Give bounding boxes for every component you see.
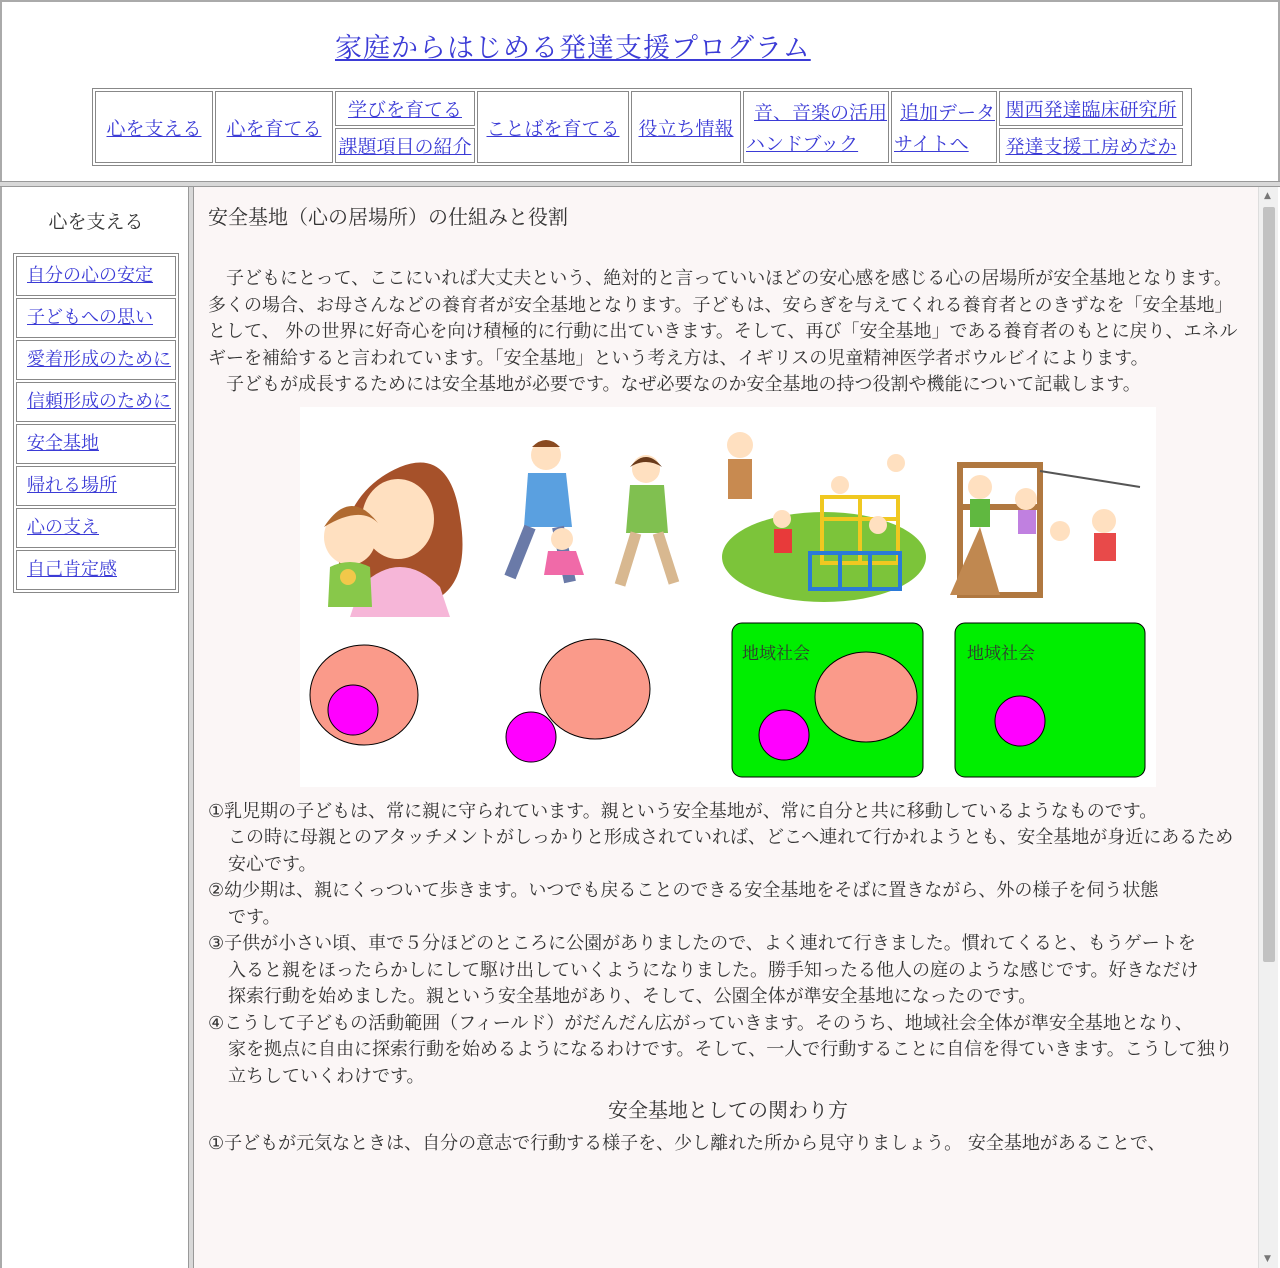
nav-link-handbook[interactable]: ハンドブック (746, 133, 859, 155)
nav-link-oto[interactable]: 音、音楽の活用 (754, 102, 888, 124)
nav-cell-kokoro-sodateru (215, 91, 333, 163)
mother-baby-illustration (324, 462, 463, 616)
nav-link-medaka[interactable]: 発達支援工房めだか (1005, 136, 1177, 158)
stage-3-line: ③子供が小さい頃、車で５分ほどのところに公園がありましたので、よく連れて行きました。慣れてくると、もうゲートを (208, 933, 1196, 954)
playground-illustration (722, 432, 926, 602)
nav-link-kokoro-sodateru[interactable]: 心を育てる (226, 117, 322, 140)
diagram-community-2 (955, 623, 1145, 777)
nav-link-tsuika[interactable]: 追加データ (900, 102, 996, 124)
sidebar-title: 心を支える (48, 211, 144, 233)
sidebar-item-jiko[interactable]: 自己肯定感 (16, 550, 176, 590)
scroll-thumb[interactable] (1263, 207, 1275, 962)
intro-paragraph-2: 子どもが成長するためには安全基地が必要です。なぜ必要なのか安全基地の持つ役割や機能について記載します。 (208, 374, 1141, 395)
nav-link-yakudachi[interactable]: 役立ち情報 (638, 117, 734, 140)
family-walking-illustration (510, 440, 674, 585)
sidebar-item-kaereru[interactable]: 帰れる場所 (16, 466, 176, 506)
main-nav (92, 88, 1192, 166)
main-scrollbar[interactable] (1258, 187, 1278, 1268)
sidebar-item-kodomo[interactable]: 子どもへの思い (16, 298, 176, 338)
diagram-community-1 (732, 623, 923, 777)
stage-3-rest: 入ると親をほったらかしにして駆け出していくようになりました。勝手知ったる他人の庭のような感じです。好きなだけ (228, 959, 1199, 981)
sidebar-menu (13, 253, 179, 593)
nav-sub-kansai (999, 91, 1183, 126)
climbing-frame-illustration (950, 465, 1140, 595)
community-label-2: 地域社会 (967, 643, 1035, 664)
nav-link-kansai[interactable]: 関西発達臨床研究所 (1005, 99, 1177, 121)
nav-sub-manabi (335, 91, 475, 126)
scroll-up-arrow-icon[interactable]: ▲ (1264, 191, 1271, 201)
nav-link-kokoro-sasaeru[interactable]: 心を支える (106, 117, 202, 140)
community-label-1: 地域社会 (742, 643, 810, 664)
nav-sub-medaka (999, 128, 1183, 163)
main-content (208, 201, 1248, 1158)
tip-1: ①子どもが元気なときは、自分の意志で行動する様子を、少し離れた所から見守りましょう。 安全基地があることで、 (208, 1133, 1166, 1154)
nav-cell-oto (743, 91, 889, 163)
diagram-toddler (506, 639, 650, 762)
stage-1-rest: この時に母親とのアタッチメントがしっかりと形成されていれば、どこへ連れて行かれようとも、安全基地が身近にあるため安心です。 (228, 827, 1234, 875)
sidebar-item-jibun[interactable]: 自分の心の安定 (16, 256, 176, 296)
nav-link-kadai[interactable]: 課題項目の紹介 (338, 136, 472, 158)
nav-sub-kadai (335, 128, 475, 163)
stage-2-rest: です。 (228, 906, 281, 928)
nav-cell-kotoba (477, 91, 629, 163)
nav-link-site[interactable]: サイトへ (894, 133, 969, 155)
nav-cell-kokoro-sasaeru (95, 91, 213, 163)
sidebar-item-aichaku[interactable]: 愛着形成のために (16, 340, 176, 380)
nav-cell-manabi (335, 91, 475, 163)
nav-cell-tsuika (891, 91, 997, 163)
main-frame (194, 187, 1258, 1268)
stage-3-rest-2: 探索行動を始めました。親という安全基地があり、そして、公園全体が準安全基地になったのです。 (228, 986, 1037, 1007)
site-title-link[interactable]: 家庭からはじめる発達支援プログラム (335, 33, 811, 64)
sidebar-item-kokoro-sasae[interactable]: 心の支え (16, 508, 176, 548)
scroll-down-arrow-icon[interactable]: ▼ (1264, 1254, 1271, 1264)
sidebar-item-anzen-kichi[interactable]: 安全基地 (16, 424, 176, 464)
intro-paragraph: 子どもにとって、ここにいれば大丈夫という、絶対的と言っていいほどの安心感を感じる心の居場所が安全基地となります。多くの場合、お母さんなどの養育者が安全基地となります。子どもは、安らぎを与えてくれる養育者とのきずなを「安全基地」として、 外の世界に好奇心を向け積極的に行動に出ていきます。そして、再び「安全基地」である養育者のもとに戻り、エネルギーを補給すると言われています。「安全基地」という考え方は、イギリスの児童精神医学者ボウルビイによります。 (208, 268, 1238, 369)
stage-4-rest: 家を拠点に自由に探索行動を始めるようになるわけです。そして、一人で行動することに自信を得ていきます。こうして独り立ちしていくわけです。 (228, 1039, 1233, 1087)
diagram-infant (310, 645, 418, 745)
figure-svg (300, 407, 1156, 787)
stage-4-line: ④こうして子どもの活動範囲（フィールド）がだんだん広がっていきます。そのうち、地域社会全体が準安全基地となり、 (208, 1012, 1193, 1034)
anzen-kichi-figure (300, 407, 1156, 787)
stage-1-line: ①乳児期の子どもは、常に親に守られています。親という安全基地が、常に自分と共に移動しているようなものです。 (208, 800, 1158, 822)
stage-2-line: ②幼少期は、親にくっついて歩きます。いつでも戻ることのできる安全基地をそばに置きながら、外の様子を伺う状態 (208, 880, 1159, 901)
header-frame (0, 0, 1280, 182)
section-heading: 安全基地としての関わり方 (608, 1098, 848, 1122)
nav-cell-yakudachi (631, 91, 741, 163)
nav-link-kotoba[interactable]: ことばを育てる (486, 117, 620, 140)
sidebar-frame (0, 187, 188, 1268)
page-title: 安全基地（心の居場所）の仕組みと役割 (208, 205, 568, 229)
nav-cell-kansai (999, 91, 1183, 163)
sidebar-item-shinrai[interactable]: 信頼形成のために (16, 382, 176, 422)
nav-link-manabi[interactable]: 学びを育てる (347, 99, 462, 121)
